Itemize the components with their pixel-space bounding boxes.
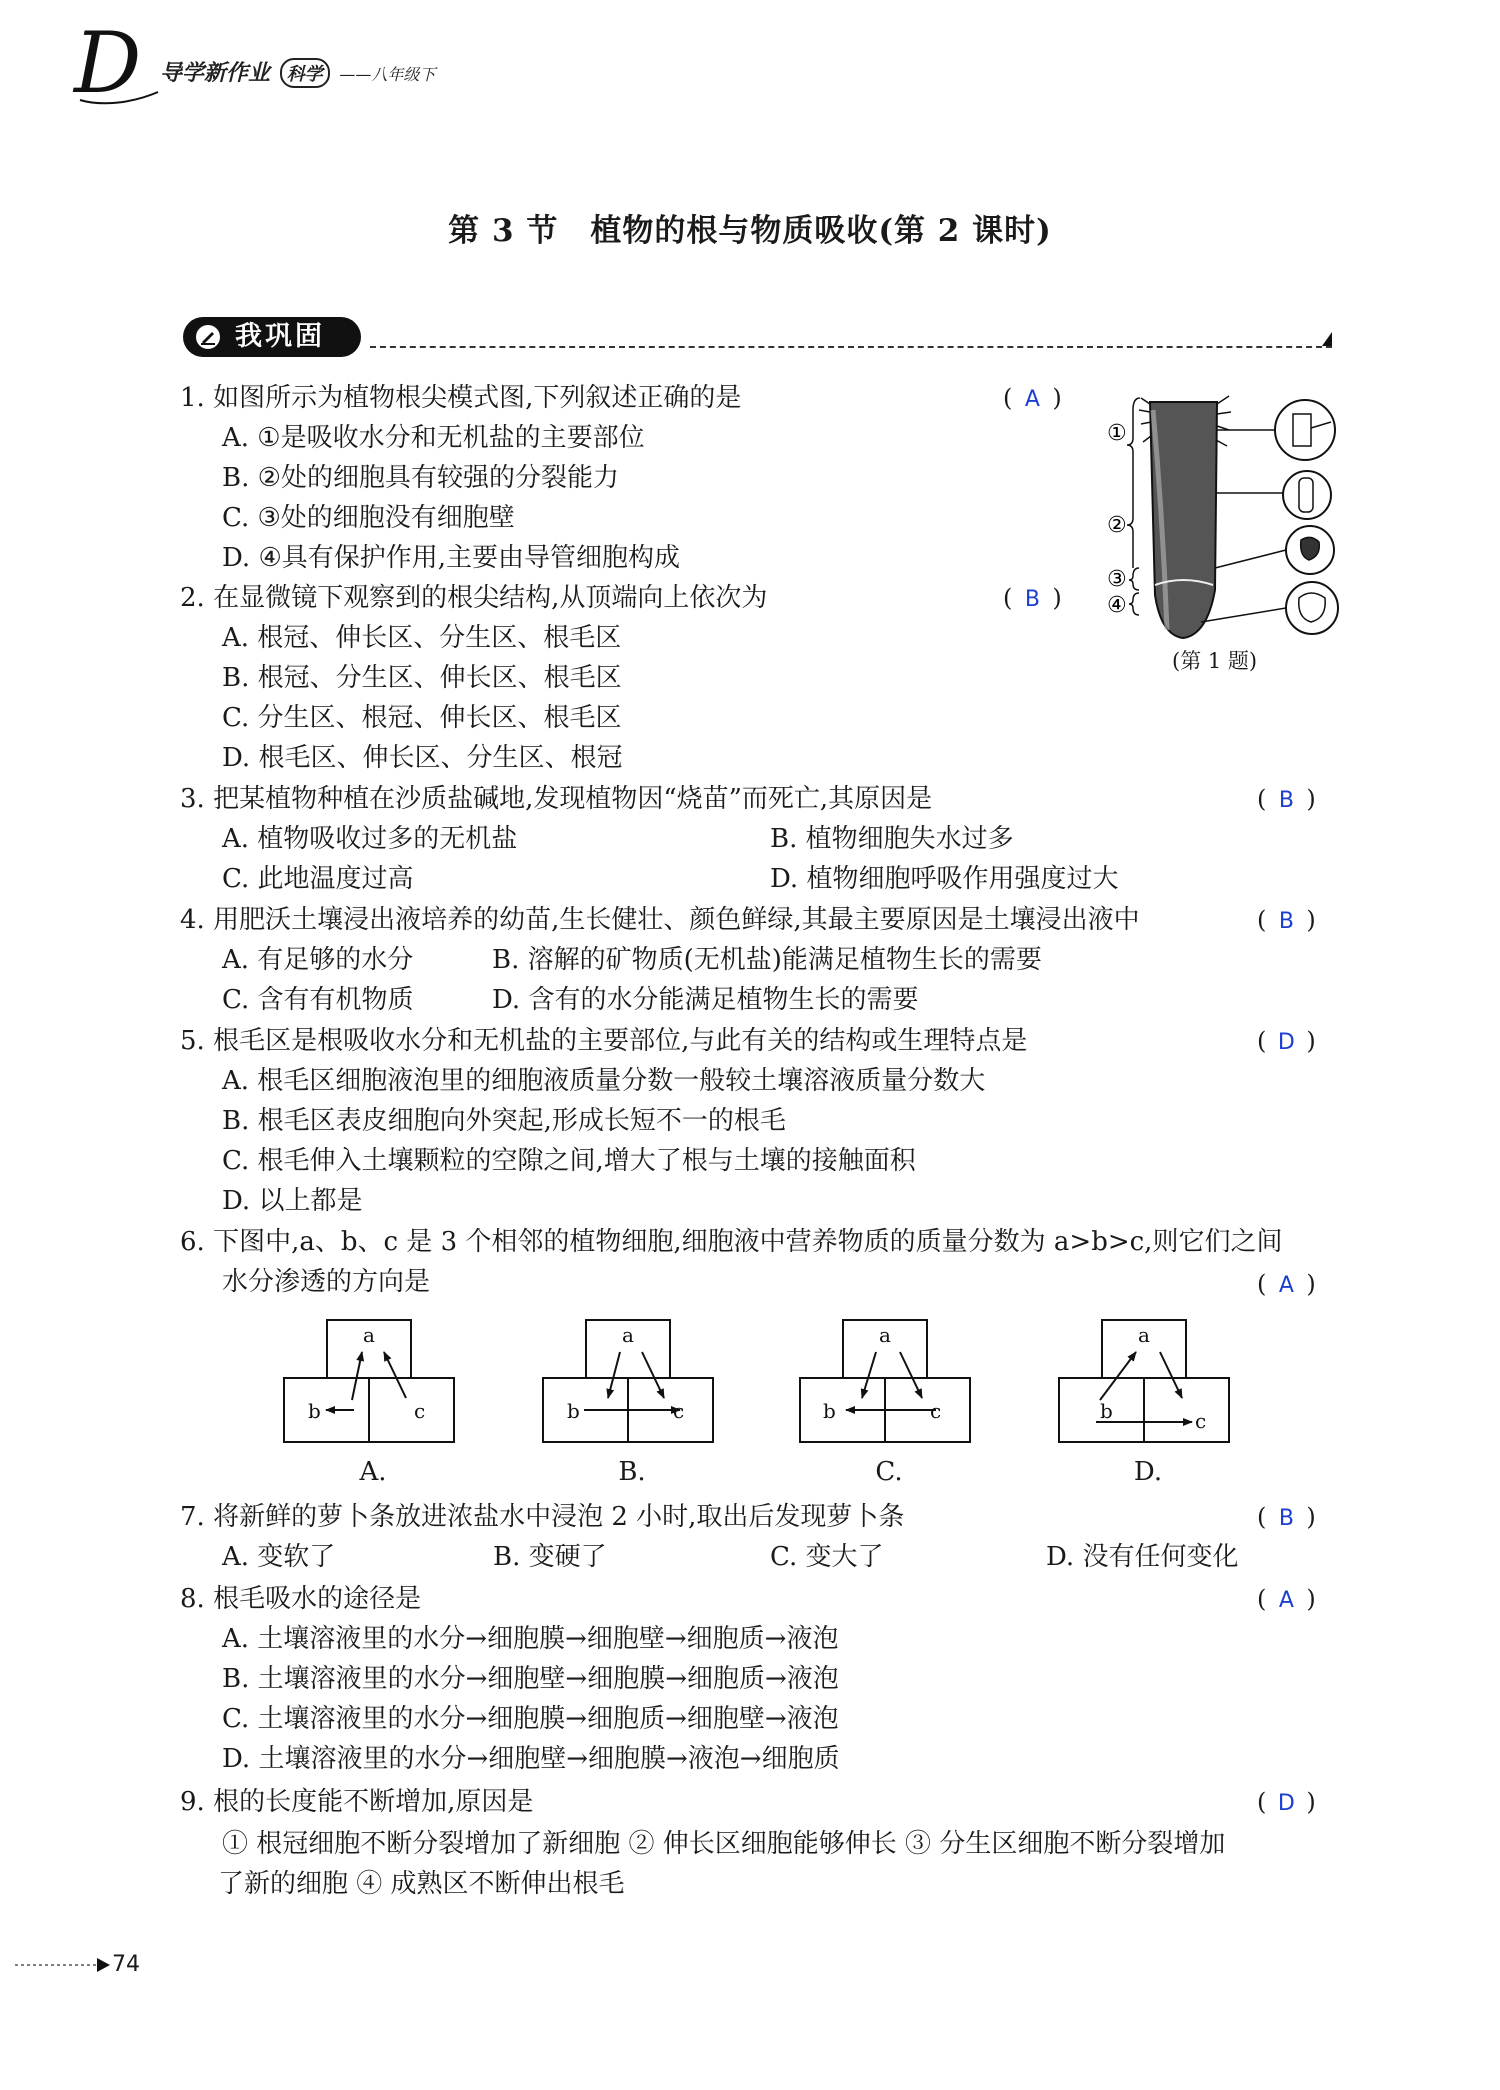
question-4-stem: 4. 用肥沃土壤浸出液培养的幼苗,生长健壮、颜色鲜绿,其最主要原因是土壤浸出液中 xyxy=(180,905,1140,935)
question-6-option-b: B. xyxy=(618,1457,646,1487)
question-1-answer: ( A ) xyxy=(1003,384,1062,412)
question-7-option-a: A. 变软了 xyxy=(222,1542,336,1572)
banner-divider xyxy=(370,346,1332,348)
banner-label: 我巩固 xyxy=(235,321,325,352)
series-title xyxy=(160,56,435,88)
question-2-stem: 2. 在显微镜下观察到的根尖结构,从顶端向上依次为 xyxy=(180,583,768,613)
cell-c-label: c xyxy=(1195,1409,1207,1433)
question-5-option-a: A. 根毛区细胞液泡里的细胞液质量分数一般较土壤溶液质量分数大 xyxy=(222,1066,986,1096)
question-3-option-b: B. 植物细胞失水过多 xyxy=(770,824,1014,854)
question-1-option-d: D. ④具有保护作用,主要由导管细胞构成 xyxy=(222,543,681,573)
question-1-stem: 1. 如图所示为植物根尖模式图,下列叙述正确的是 xyxy=(180,383,742,413)
question-7-stem: 7. 将新鲜的萝卜条放进浓盐水中浸泡 2 小时,取出后发现萝卜条 xyxy=(180,1502,905,1532)
cell-b-label: b xyxy=(308,1399,321,1423)
question-8-answer: ( A ) xyxy=(1257,1585,1316,1613)
cell-c-label: c xyxy=(930,1399,942,1423)
question-6-option-a: A. xyxy=(359,1457,387,1487)
question-7-answer: ( B ) xyxy=(1257,1503,1316,1531)
cell-c-label: c xyxy=(673,1399,685,1423)
question-9-stem: 9. 根的长度能不断增加,原因是 xyxy=(180,1787,534,1817)
cell-a-label: a xyxy=(363,1323,375,1347)
section-name: 植物的根与物质吸收(第 2 课时) xyxy=(590,213,1052,249)
cell-b-label: b xyxy=(823,1399,836,1423)
question-6-option-d: D. xyxy=(1133,1457,1163,1487)
zone-label-1: ① xyxy=(1107,421,1127,446)
cell-diagrams xyxy=(280,1318,1240,1448)
series-logo xyxy=(70,20,160,110)
question-8-option-b: B. 土壤溶液里的水分→细胞壁→细胞膜→细胞质→液泡 xyxy=(222,1664,839,1694)
divider-corner xyxy=(1322,332,1332,346)
question-5-stem: 5. 根毛区是根吸收水分和无机盐的主要部位,与此有关的结构或生理特点是 xyxy=(180,1026,1028,1056)
question-4-option-d: D. 含有的水分能满足植物生长的需要 xyxy=(492,985,919,1015)
question-5-option-b: B. 根毛区表皮细胞向外突起,形成长短不一的根毛 xyxy=(222,1106,786,1136)
cell-a-label: a xyxy=(622,1323,634,1347)
question-9-statements-line1: ① 根冠细胞不断分裂增加了新细胞 ② 伸长区细胞能够伸长 ③ 分生区细胞不断分裂增加 xyxy=(222,1829,1226,1859)
zone-label-2: ② xyxy=(1107,513,1127,538)
question-2-option-d: D. 根毛区、伸长区、分生区、根冠 xyxy=(222,743,623,773)
subject-badge: 科学 xyxy=(280,58,330,88)
question-3-option-d: D. 植物细胞呼吸作用强度过大 xyxy=(770,864,1119,894)
question-3-answer: ( B ) xyxy=(1257,785,1316,813)
question-7-option-d: D. 没有任何变化 xyxy=(1046,1542,1239,1572)
figure-1-caption: (第 1 题) xyxy=(1172,649,1258,673)
question-4-option-c: C. 含有有机物质 xyxy=(222,985,414,1015)
question-6-answer: ( A ) xyxy=(1257,1270,1316,1298)
root-tip-figure xyxy=(1105,390,1345,640)
series-name: 导学新作业 xyxy=(160,61,271,86)
question-8-option-d: D. 土壤溶液里的水分→细胞壁→细胞膜→液泡→细胞质 xyxy=(222,1744,840,1774)
question-9-statements-line2: 了新的细胞 ④ 成熟区不断伸出根毛 xyxy=(218,1869,625,1899)
question-6-option-c: C. xyxy=(875,1457,903,1487)
grade-label: ——八年级下 xyxy=(339,65,436,84)
page-number: 74 xyxy=(112,1952,140,1977)
cell-b-label: b xyxy=(567,1399,580,1423)
question-7-option-b: B. 变硬了 xyxy=(493,1542,607,1572)
question-9-answer: ( D ) xyxy=(1257,1788,1316,1816)
page-marker-arrow xyxy=(15,1955,110,1975)
question-1-option-c: C. ③处的细胞没有细胞壁 xyxy=(222,503,515,533)
zone-label-4: ④ xyxy=(1107,593,1127,618)
cell-a-label: a xyxy=(879,1323,891,1347)
question-8-option-c: C. 土壤溶液里的水分→细胞膜→细胞质→细胞壁→液泡 xyxy=(222,1704,839,1734)
question-3-stem: 3. 把某植物种植在沙质盐碱地,发现植物因“烧苗”而死亡,其原因是 xyxy=(180,784,933,814)
question-2-option-a: A. 根冠、伸长区、分生区、根毛区 xyxy=(222,623,622,653)
question-4-option-b: B. 溶解的矿物质(无机盐)能满足植物生长的需要 xyxy=(492,945,1042,975)
question-7-option-c: C. 变大了 xyxy=(770,1542,884,1572)
pen-icon xyxy=(195,324,221,350)
question-8-stem: 8. 根毛吸水的途径是 xyxy=(180,1584,422,1614)
question-3-option-c: C. 此地温度过高 xyxy=(222,864,414,894)
question-2-option-b: B. 根冠、分生区、伸长区、根毛区 xyxy=(222,663,622,693)
question-4-answer: ( B ) xyxy=(1257,906,1316,934)
cell-c-label: c xyxy=(414,1399,426,1423)
section-banner xyxy=(183,317,361,357)
cell-a-label: a xyxy=(1138,1323,1150,1347)
zone-label-3: ③ xyxy=(1107,567,1127,592)
question-4-option-a: A. 有足够的水分 xyxy=(222,945,414,975)
question-2-answer: ( B ) xyxy=(1003,584,1062,612)
question-2-option-c: C. 分生区、根冠、伸长区、根毛区 xyxy=(222,703,622,733)
page-title xyxy=(0,205,1500,250)
section-number: 第 3 节 xyxy=(448,213,559,249)
cell-b-label: b xyxy=(1100,1399,1113,1423)
question-5-answer: ( D ) xyxy=(1257,1027,1316,1055)
question-3-option-a: A. 植物吸收过多的无机盐 xyxy=(222,824,518,854)
question-8-option-a: A. 土壤溶液里的水分→细胞膜→细胞壁→细胞质→液泡 xyxy=(222,1624,839,1654)
question-1-option-b: B. ②处的细胞具有较强的分裂能力 xyxy=(222,463,619,493)
question-5-option-c: C. 根毛伸入土壤颗粒的空隙之间,增大了根与土壤的接触面积 xyxy=(222,1146,916,1176)
question-6-stem-cont: 水分渗透的方向是 xyxy=(222,1267,431,1297)
question-6-stem: 6. 下图中,a、b、c 是 3 个相邻的植物细胞,细胞液中营养物质的质量分数为 a>b>c,则它们之间 xyxy=(180,1227,1283,1257)
question-1-option-a: A. ①是吸收水分和无机盐的主要部位 xyxy=(222,423,645,453)
question-5-option-d: D. 以上都是 xyxy=(222,1186,363,1216)
logo-letter: D xyxy=(74,20,142,110)
